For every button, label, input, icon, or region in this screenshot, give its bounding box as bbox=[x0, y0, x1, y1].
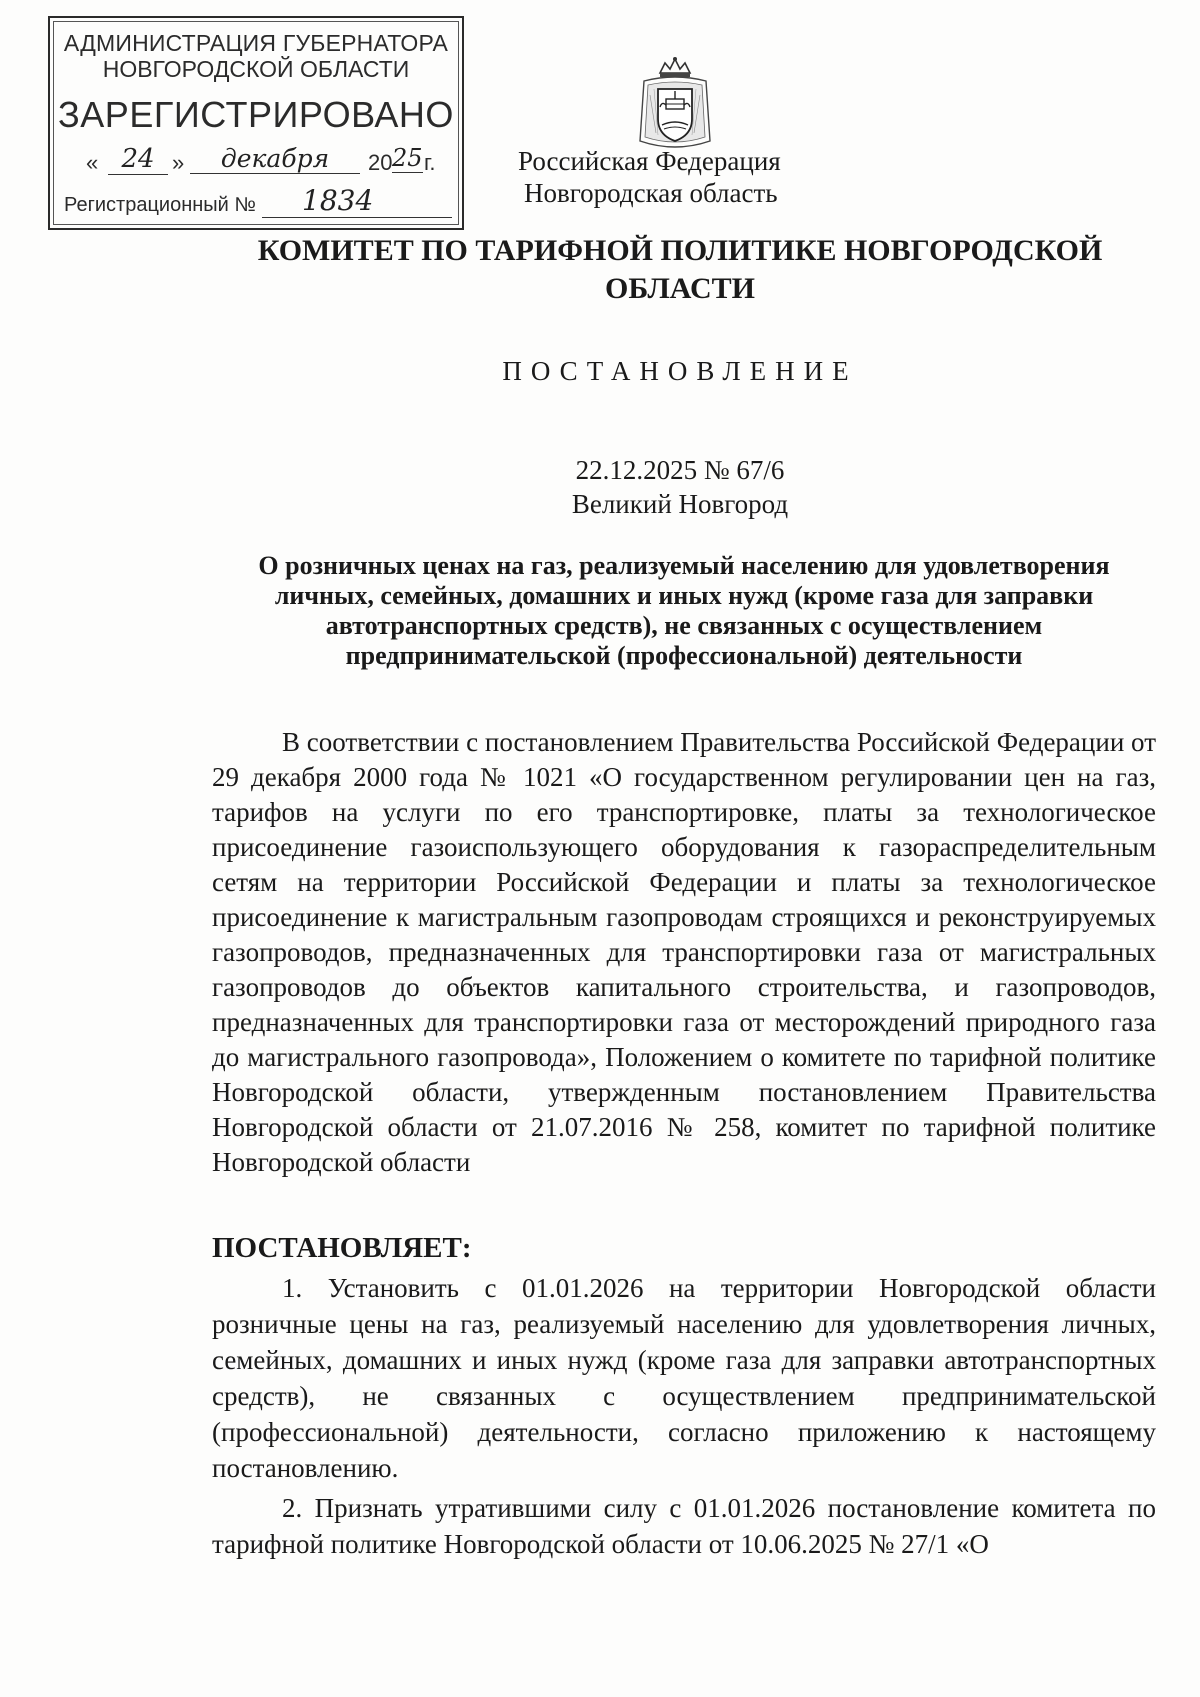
stamp-date bbox=[72, 144, 452, 184]
document-date-number: 22.12.2025 № 67/6 bbox=[575, 455, 785, 485]
document-city: Великий Новгород bbox=[571, 489, 789, 519]
preamble-paragraph: В соответствии с постановлением Правительства Российской Федерации от 29 декабря 2000 года № 1021 «О государственном регулировании цен на газ, тарифов на услуги по его транспортировке, платы за технологическое присоединение газоиспользующего оборудования к газораспределительным сетям на территории Российской Федерации и платы за технологическое присоединение к магистральным газопроводам строящихся и реконструируемых газопроводов, предназначенных для транспортировки газа от магистральных газопроводов до объектов капитального строительства, и газопроводов, предназначенных для транспортировки газа от месторождений природного газа до магистрального газопровода», Положением о комитете по тарифной политике Новгородской области, утвержденным постановлением Правительства Новгородской области от 21.07.2016 № 258, комитет по тарифной политике Новгородской области bbox=[212, 727, 1156, 1177]
country-name: Российская Федерация bbox=[518, 146, 781, 176]
stamp-reg-label: Регистрационный № bbox=[64, 194, 256, 216]
stamp-authority-line2: НОВГОРОДСКОЙ ОБЛАСТИ bbox=[102, 56, 410, 82]
decree-item-1: 1. Установить с 01.01.2026 на территории Новгородской области розничные цены на газ, реализуемый населению для удовлетворения личных, семейных, домашних и иных нужд (кроме газа для заправки автотранспортных средств), не связанных с осуществлением предпринимательской (профессиональной) деятельности, согласно приложению к настоящему постановлению. bbox=[212, 1273, 1156, 1483]
region-name: Новгородская область bbox=[524, 178, 778, 208]
stamp-day-handwritten: 24 bbox=[108, 144, 168, 175]
stamp-year-handwritten: 25 bbox=[392, 144, 423, 172]
preamble bbox=[212, 725, 1156, 1180]
stamp-month-handwritten: декабря bbox=[190, 144, 360, 174]
stamp-year-suffix: г. bbox=[424, 150, 436, 175]
document-type: ПОСТАНОВЛЕНИЕ bbox=[502, 356, 858, 386]
committee-title: КОМИТЕТ ПО ТАРИФНОЙ ПОЛИТИКЕ НОВГОРОДСКОЙ ОБЛАСТИ bbox=[257, 234, 1103, 305]
stamp-status: ЗАРЕГИСТРИРОВАНО bbox=[58, 94, 454, 135]
novgorod-coat-of-arms-icon bbox=[630, 55, 720, 155]
stamp-open-quote: « bbox=[86, 150, 99, 175]
decree-item-2: 2. Признать утратившими силу с 01.01.2026 постановление комитета по тарифной политике Новгородской области от 10.06.2025 № 27/1 «О bbox=[212, 1493, 1156, 1559]
decree-word: ПОСТАНОВЛЯЕТ: bbox=[212, 1232, 472, 1264]
stamp-close-quote: » bbox=[172, 150, 185, 175]
registration-stamp bbox=[48, 16, 464, 230]
document-subject: О розничных ценах на газ, реализуемый населению для удовлетворения личных, семейных, домашних и иных нужд (кроме газа для заправки автотранспортных средств), не связанных с осуществлением предпринимательской (профессиональной) деятельности bbox=[258, 551, 1110, 670]
stamp-year-prefix: 20 bbox=[368, 150, 393, 175]
stamp-reg-number-handwritten: 1834 bbox=[262, 184, 452, 218]
stamp-authority-line1: АДМИНИСТРАЦИЯ ГУБЕРНАТОРА bbox=[63, 30, 449, 56]
